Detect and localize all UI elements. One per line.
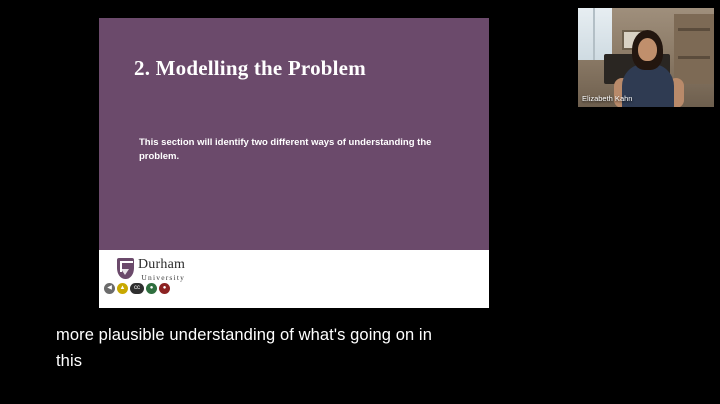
durham-university-logo: [117, 258, 185, 282]
green-status-icon: ●: [146, 283, 157, 294]
logo-text-block: [138, 258, 185, 282]
shield-icon: [117, 258, 134, 279]
red-status-icon: ●: [159, 283, 170, 294]
caption-line-2: this: [56, 351, 83, 370]
window-in-background: [578, 8, 612, 60]
slide-title: 2. Modelling the Problem: [134, 56, 366, 80]
participant-face: [638, 38, 657, 61]
closed-caption-icon: cc: [130, 283, 144, 294]
slide-content-area: [99, 18, 489, 250]
logo-subtitle: University: [141, 273, 186, 282]
slide-footer: [99, 250, 489, 308]
participant-video-tile[interactable]: [578, 8, 714, 107]
warning-triangle-icon: ▲: [117, 283, 128, 294]
slide-subtitle: This section will identify two different ways of understanding the problem.: [139, 137, 432, 162]
shelf-in-background: [674, 14, 714, 84]
presentation-slide: [99, 18, 489, 308]
caption-overlay: [56, 323, 666, 374]
caption-line-1: more plausible understanding of what's going on in: [56, 326, 432, 344]
participant-name-label: Elizabeth Kahn: [582, 94, 633, 103]
back-arrow-icon: ◀: [104, 283, 115, 294]
slide-badge-row: [104, 283, 170, 294]
logo-name: Durham: [138, 257, 186, 272]
